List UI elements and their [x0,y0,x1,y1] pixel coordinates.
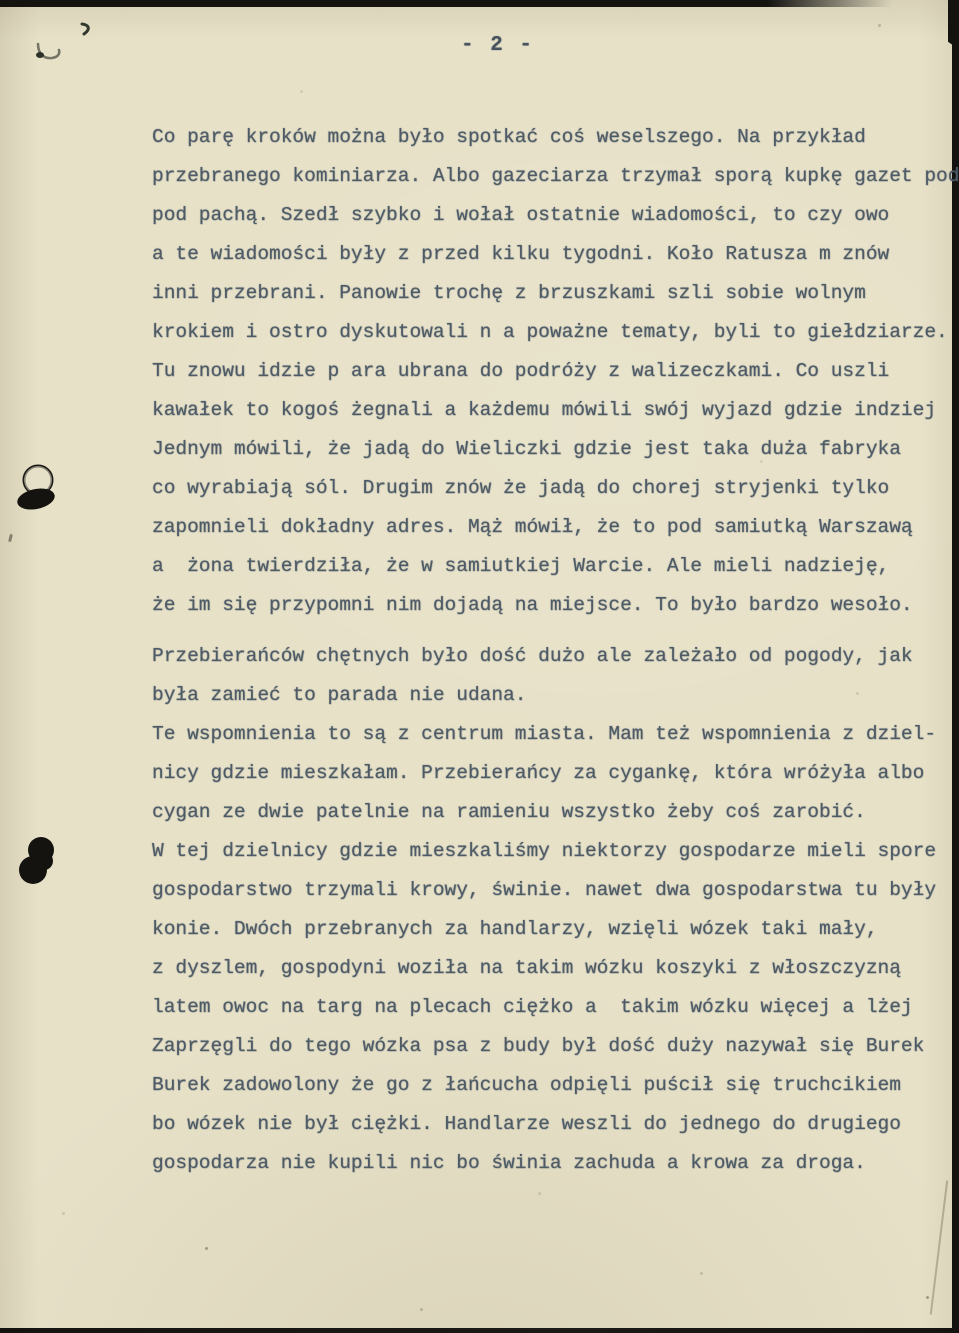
typed-line: Co parę kroków można było spotkać coś weselszego. Na przykład [152,126,866,148]
typed-line: że im się przypomni nim dojadą na miejsce. To było bardzo wesoło. [152,594,913,616]
typed-line: gospodarza nie kupili nic bo świnia zachuda a krowa za droga. [152,1152,866,1174]
typed-line: zapomnieli dokładny adres. Mąż mówił, że to pod samiutką Warszawą [152,516,913,538]
typed-line: Tu znowu idzie p ara ubrana do podróży z walizeczkami. Co uszli [152,360,890,382]
typed-text-block [152,118,959,1183]
page-number: - 2 - [460,34,534,57]
margin-tick-mark [8,534,13,542]
typed-line: z dyszlem, gospodyni woziła na takim wózku koszyki z włoszczyzną [152,957,901,979]
typed-line: W tej dzielnicy gdzie mieszkaliśmy niektorzy gospodarze mieli spore [152,840,937,862]
typed-line: bo wózek nie był ciężki. Handlarze weszli do jednego do drugiego [152,1113,901,1135]
ink-blot-double [14,832,66,892]
typed-line: inni przebrani. Panowie trochę z brzuszkami szli sobie wolnym [152,282,866,304]
typed-line: gospodarstwo trzymali krowy, świnie. nawet dwa gospodarstwa tu były [152,879,937,901]
typed-line: przebranego kominiarza. Albo gazeciarza trzymał sporą kupkę gazet pod [152,165,959,187]
typed-line: latem owoc na targ na plecach ciężko a takim wózku więcej a lżej [152,996,913,1018]
typed-line: Burek zadowolony że go z łańcucha odpięli puścił się truchcikiem [152,1074,901,1096]
typed-line: pod pachą. Szedł szybko i wołał ostatnie wiadomości, to czy owo [152,204,890,226]
typed-line: Te wspomnienia to są z centrum miasta. Mam też wspomnienia z dziel- [152,723,937,745]
typed-line: cygan ze dwie patelnie na ramieniu wszystko żeby coś zarobić. [152,801,866,823]
typed-line: krokiem i ostro dyskutowali n a poważne tematy, byli to giełdziarze. [152,321,948,343]
typed-line: konie. Dwóch przebranych za handlarzy, wzięli wózek taki mały, [152,918,878,940]
typed-line: Zaprzęgli do tego wózka psa z budy był dość duży nazywał się Burek [152,1035,925,1057]
typed-line: co wyrabiają sól. Drugim znów że jadą do chorej stryjenki tylko [152,477,890,499]
scan-edge-bottom [0,1328,959,1333]
typed-line: nicy gdzie mieszkałam. Przebierańcy za cygankę, która wróżyła albo [152,762,925,784]
typed-line: Jednym mówili, że jadą do Wieliczki gdzie jest taka duża fabryka [152,438,901,460]
typed-line: a żona twierdziła, że w samiutkiej Warcie. Ale mieli nadzieję, [152,555,890,577]
typed-line: a te wiadomości były z przed kilku tygodni. Koło Ratusza m znów [152,243,890,265]
scan-edge-top [0,0,892,7]
typed-line: kawałek to kogoś żegnali a każdemu mówili swój wyjazd gdzie indziej [152,399,937,421]
ink-blot-ring [14,454,70,520]
typed-line: Przebierańców chętnych było dość dużo ale zależało od pogody, jak [152,645,913,667]
typed-line: była zamieć to parada nie udana. [152,684,527,706]
paper-crease [930,1180,948,1314]
